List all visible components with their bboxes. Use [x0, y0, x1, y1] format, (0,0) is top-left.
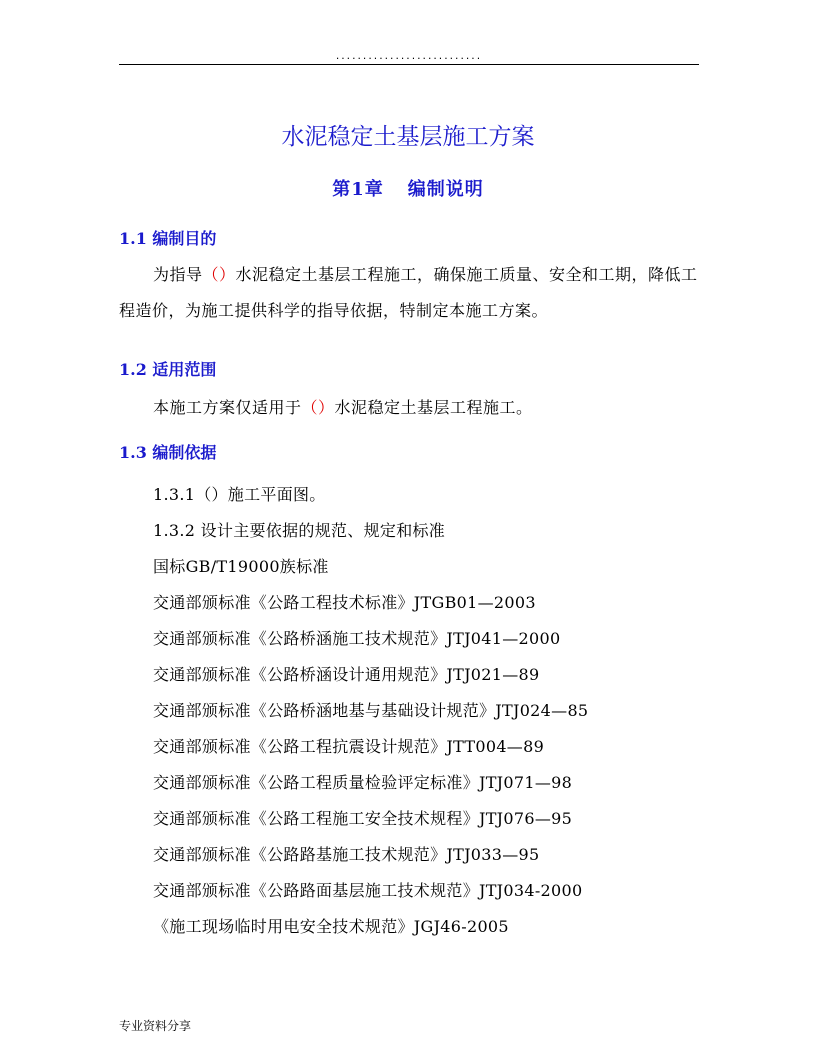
reference-item: 交通部颁标准《公路工程质量检验评定标准》JTJ071—98: [153, 773, 573, 792]
document-title: 水泥稳定土基层施工方案: [281, 124, 535, 150]
reference-item: 1.3.2 设计主要依据的规范、规定和标准: [153, 521, 446, 540]
section-1-1-paragraph: [119, 257, 699, 329]
section-1-2-paragraph: [119, 390, 699, 426]
para-text-pre: 本施工方案仅适用于: [153, 398, 302, 417]
chapter-name: 编制说明: [407, 179, 484, 200]
page-footer: 专业资料分享: [119, 1019, 192, 1033]
reference-item: 《施工现场临时用电安全技术规范》JGJ46-2005: [153, 917, 509, 936]
para-text-pre: 为指导: [153, 265, 203, 284]
reference-item: 交通部颁标准《公路工程技术标准》JTGB01—2003: [153, 593, 536, 612]
reference-item: 交通部颁标准《公路路基施工技术规范》JTJ033—95: [153, 845, 540, 864]
reference-item: 交通部颁标准《公路工程施工安全技术规程》JTJ076—95: [153, 809, 573, 828]
section-heading-1-3: 1.3 编制依据: [119, 443, 217, 462]
para-text-post: 水泥稳定土基层工程施工，确保施工质量、安全和工期，降低工程造价，为施工提供科学的指导依据，特制定本施工方案。: [119, 265, 698, 320]
reference-item: 交通部颁标准《公路工程抗震设计规范》JTT004—89: [153, 737, 545, 756]
chapter-number: 第1章: [332, 179, 384, 200]
reference-item: 交通部颁标准《公路桥涵设计通用规范》JTJ021—89: [153, 665, 540, 684]
reference-item: 交通部颁标准《公路路面基层施工技术规范》JTJ034-2000: [153, 881, 583, 900]
placeholder-paren: （）: [301, 398, 335, 417]
placeholder-paren: （）: [202, 265, 236, 284]
section-heading-1-2: 1.2 适用范围: [119, 360, 217, 379]
para-text-post: 水泥稳定土基层工程施工。: [334, 398, 533, 417]
reference-item: 交通部颁标准《公路桥涵施工技术规范》JTJ041—2000: [153, 629, 561, 648]
header-rule: [119, 64, 699, 65]
reference-item: 国标GB/T19000族标准: [153, 557, 329, 576]
reference-item: 1.3.1（）施工平面图。: [153, 485, 326, 504]
section-heading-1-1: 1.1 编制目的: [119, 229, 217, 248]
reference-item: 交通部颁标准《公路桥涵地基与基础设计规范》JTJ024—85: [153, 701, 589, 720]
header-dots: ...........................: [334, 52, 482, 62]
chapter-heading: [0, 175, 816, 201]
